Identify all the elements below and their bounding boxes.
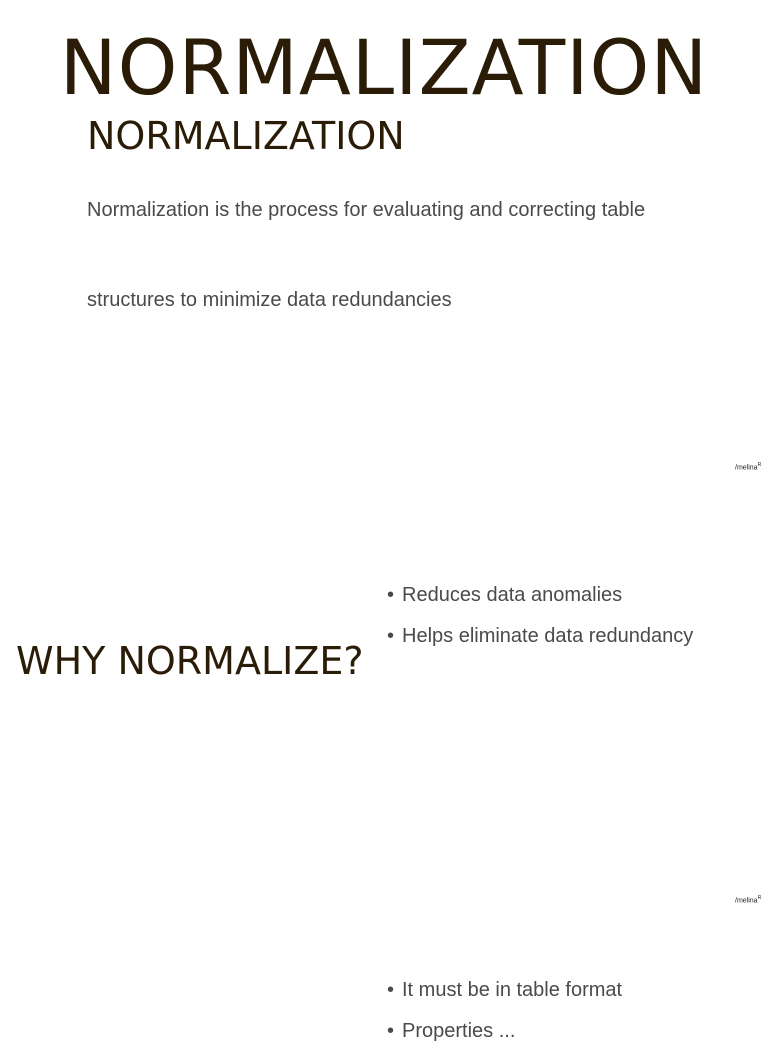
- document-title: NORMALIZATION: [59, 23, 709, 112]
- definition-line-1: Normalization is the process for evaluating and correcting table: [87, 199, 646, 221]
- footer-watermark-sup: R: [757, 895, 762, 901]
- why-normalize-bullets: [387, 583, 693, 665]
- bullet-item: • Helps eliminate data redundancy: [387, 624, 693, 648]
- footer-watermark: [735, 894, 761, 905]
- slide-heading: NORMALIZATION: [87, 114, 405, 158]
- footer-watermark: [735, 461, 761, 472]
- footer-watermark-sup: R: [757, 462, 762, 468]
- definition-line-2: structures to minimize data redundancies: [87, 289, 452, 311]
- bullet-item: • Properties ...: [387, 1019, 622, 1043]
- footer-watermark-text: /melina: [735, 897, 758, 905]
- why-normalize-heading: WHY NORMALIZE?: [16, 639, 364, 683]
- bullet-item: • Reduces data anomalies: [387, 583, 693, 607]
- requirements-bullets: [387, 978, 622, 1060]
- footer-watermark-text: /melina: [735, 464, 758, 472]
- bullet-item: • It must be in table format: [387, 978, 622, 1002]
